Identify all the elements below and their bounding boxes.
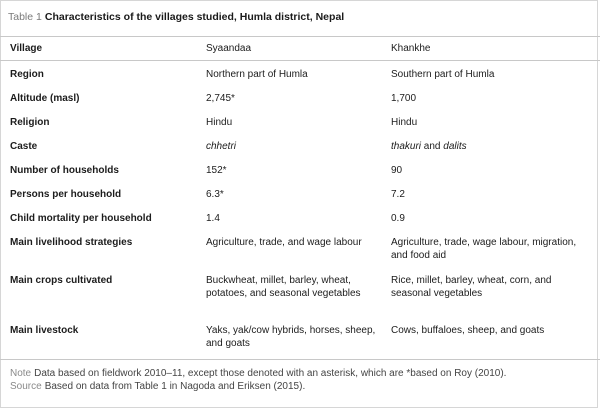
- header-divider: [0, 60, 600, 61]
- row-label-caste: Caste: [10, 141, 38, 152]
- cell-livelihood-khankhe: Agriculture, trade, wage labour, migration, and food aid: [391, 237, 577, 261]
- table-title: Characteristics of the villages studied, Humla district, Nepal: [44, 11, 345, 23]
- row-label-religion: Religion: [10, 117, 50, 128]
- table-note: [10, 367, 506, 380]
- caste-chhetri: chhetri: [206, 141, 237, 152]
- cell-persons-khankhe: 7.2: [391, 189, 405, 200]
- cell-mortality-khankhe: 0.9: [391, 213, 405, 224]
- header-khankhe: Khankhe: [391, 43, 431, 54]
- row-label-livestock: Main livestock: [10, 325, 79, 336]
- cell-mortality-syaandaa: 1.4: [206, 213, 220, 224]
- cell-crops-syaandaa: Buckwheat, millet, barley, wheat, potatoes, and seasonal vegetables: [206, 275, 361, 299]
- cell-caste-syaandaa: [206, 140, 382, 153]
- caste-and: and: [421, 141, 444, 152]
- cell-persons-syaandaa: 6.3*: [206, 189, 224, 200]
- table-number: Table 1: [8, 11, 42, 23]
- note-label: Note: [10, 368, 32, 379]
- cell-region-khankhe: Southern part of Humla: [391, 69, 495, 80]
- table-caption: [8, 11, 344, 23]
- table-source: [10, 380, 305, 393]
- cell-region-syaandaa: Northern part of Humla: [206, 69, 308, 80]
- cell-altitude-syaandaa: 2,745*: [206, 93, 235, 104]
- cell-households-khankhe: 90: [391, 165, 403, 176]
- caste-thakuri: thakuri: [391, 141, 422, 152]
- cell-religion-khankhe: Hindu: [391, 117, 418, 128]
- cell-caste-khankhe: [391, 140, 591, 153]
- cell-altitude-khankhe: 1,700: [391, 93, 417, 104]
- row-label-child-mortality: Child mortality per household: [10, 213, 152, 224]
- caste-dalits: dalits: [443, 141, 467, 152]
- cell-religion-syaandaa: Hindu: [206, 117, 233, 128]
- note-text: Data based on fieldwork 2010–11, except those denoted with an asterisk, which are *based on Roy (2010).: [34, 368, 507, 379]
- source-text: Based on data from Table 1 in Nagoda and Eriksen (2015).: [44, 381, 306, 392]
- cell-crops-khankhe: Rice, millet, barley, wheat, corn, and seasonal vegetables: [391, 275, 552, 299]
- row-label-region: Region: [10, 69, 44, 80]
- header-village: Village: [10, 43, 43, 54]
- row-label-persons: Persons per household: [10, 189, 122, 200]
- table-bottom-divider: [0, 359, 600, 360]
- row-label-livelihood: Main livelihood strategies: [10, 237, 133, 248]
- caption-divider: [0, 36, 600, 37]
- cell-livelihood-syaandaa: Agriculture, trade, and wage labour: [206, 237, 362, 248]
- row-label-altitude: Altitude (masl): [10, 93, 80, 104]
- cell-livestock-khankhe: Cows, buffaloes, sheep, and goats: [391, 325, 545, 336]
- cell-households-syaandaa: 152*: [206, 165, 227, 176]
- source-label: Source: [10, 381, 42, 392]
- row-label-households: Number of households: [10, 165, 119, 176]
- row-label-crops: Main crops cultivated: [10, 275, 113, 286]
- cell-livestock-syaandaa: Yaks, yak/cow hybrids, horses, sheep, and goats: [206, 325, 376, 349]
- header-syaandaa: Syaandaa: [206, 43, 252, 54]
